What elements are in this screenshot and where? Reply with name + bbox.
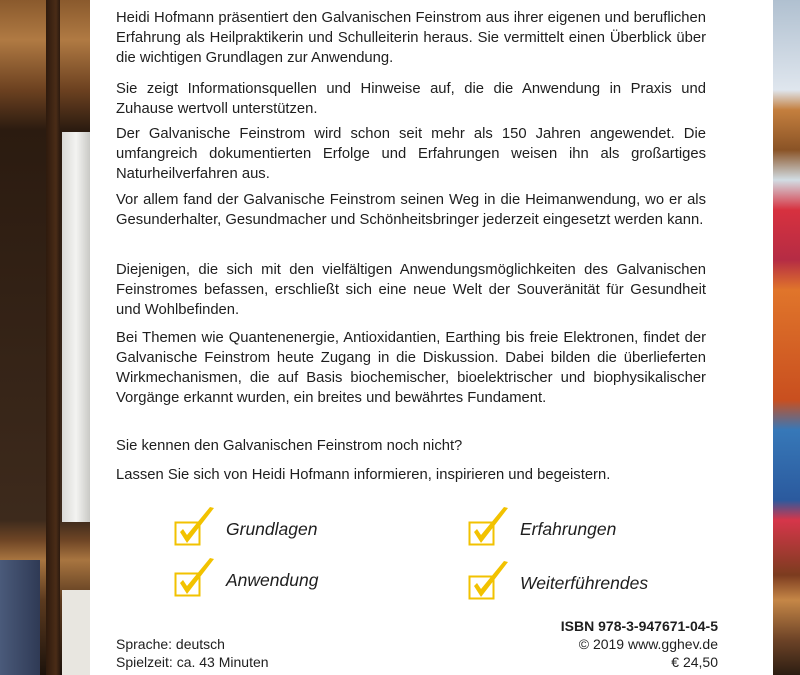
checkbox-checked-icon: [174, 556, 222, 600]
price: € 24,50: [671, 654, 718, 670]
description-paragraph: Diejenigen, die sich mit den vielfältigen Anwendungsmöglichkeiten des Galvanischen Feinstromes befassen, erschließt sich eine neue Welt der Souveränität für Gesundheit und Wohlbefinden.: [116, 262, 706, 318]
cover-back-panel: [90, 0, 773, 675]
description-paragraph: Der Galvanische Feinstrom wird schon seit mehr als 150 Jahren angewendet. Die umfangreich dokumentierten Erfolge und Erfahrungen weisen ihn als großartiges Naturheilverfahren aus.: [116, 126, 706, 182]
language-info: Sprache: deutsch: [116, 636, 225, 652]
description-paragraph: Bei Themen wie Quantenenergie, Antioxidantien, Earthing bis freie Elektronen, findet der Galvanische Feinstrom heute Zugang in die Diskussion. Dabei bilden die überlieferten Wirkmechanismen, die auf Basis biochemischer, bioelektrischer und biophysikalischer Vorgänge erkannt wurden, ein breites und bewährtes Fundament.: [116, 330, 706, 406]
description-paragraph: Sie zeigt Informationsquellen und Hinweise auf, die die Anwendung in Praxis und Zuhause wertvoll unterstützen.: [116, 81, 706, 117]
checkbox-checked-icon: [174, 505, 222, 549]
checkbox-checked-icon: [468, 505, 516, 549]
bookshelf-right: [773, 0, 800, 675]
shelf-book: [62, 132, 90, 522]
checklist-label: Weiterführendes: [520, 573, 649, 593]
checklist-label: Erfahrungen: [520, 519, 617, 539]
bookshelf-left: [0, 0, 90, 675]
checklist-label: Grundlagen: [226, 519, 318, 539]
copyright: © 2019 www.gghev.de: [578, 636, 718, 652]
description-paragraph: Sie kennen den Galvanischen Feinstrom noch nicht?: [116, 438, 463, 454]
description-paragraph: Heidi Hofmann präsentiert den Galvanischen Feinstrom aus ihrer eigenen und beruflichen Erfahrung als Heilpraktikerin und Schulleiterin heraus. Sie vermittelt einen Überblick über die wichtigen Grundlagen zur Anwendung.: [116, 10, 706, 66]
description-paragraph: Vor allem fand der Galvanische Feinstrom seinen Weg in die Heimanwendung, wo er als Gesunderhalter, Gesundmacher und Schönheitsbringer jederzeit eingesetzt werden kann.: [116, 192, 706, 228]
shelf-book: [0, 560, 40, 675]
checkbox-checked-icon: [468, 559, 516, 603]
isbn: ISBN 978-3-947671-04-5: [560, 618, 718, 634]
checklist-label: Anwendung: [226, 570, 319, 590]
description-paragraph: Lassen Sie sich von Heidi Hofmann informieren, inspirieren und begeistern.: [116, 467, 611, 483]
runtime-info: Spielzeit: ca. 43 Minuten: [116, 654, 269, 670]
shelf-book: [62, 590, 90, 675]
